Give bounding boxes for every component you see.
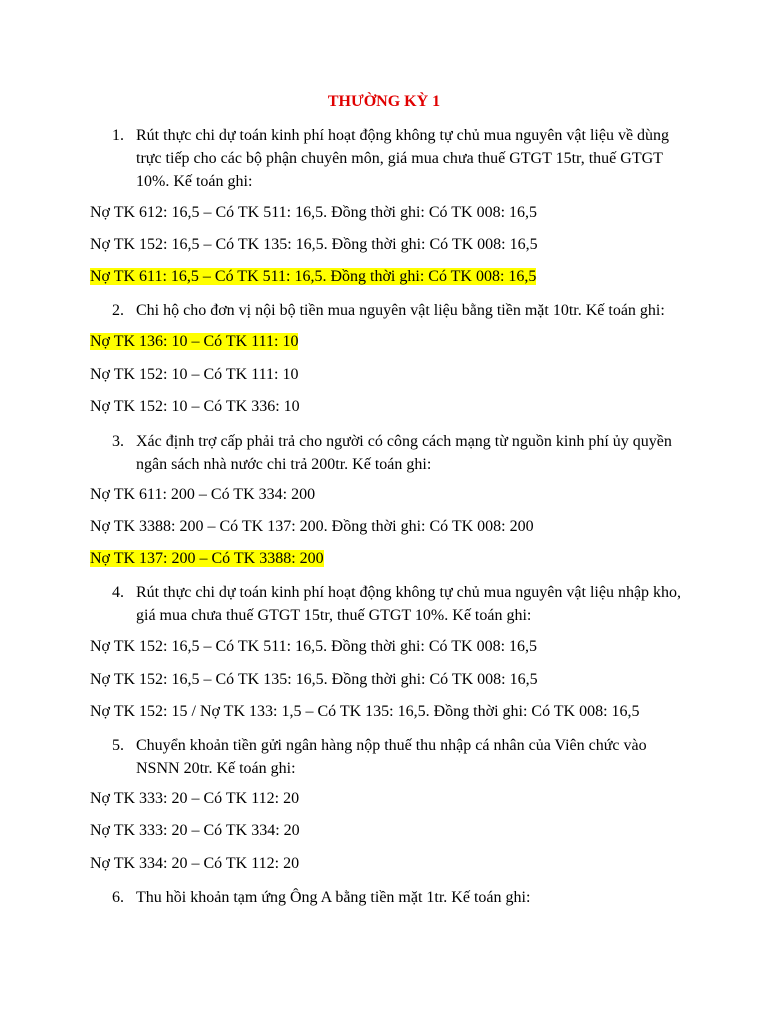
answer-option [90,365,298,385]
answer-text: Nợ TK 137: 200 – Có TK 3388: 200 [90,550,324,567]
question-number: 3. [112,433,124,450]
answer-text: Nợ TK 152: 16,5 – Có TK 511: 16,5. Đồng thời ghi: Có TK 008: 16,5 [90,638,538,655]
answer-option [90,702,640,722]
answer-text: Nợ TK 611: 200 – Có TK 334: 200 [90,486,316,503]
question-2 [112,299,682,322]
page-title: THƯỜNG KỲ 1 [327,93,441,110]
answer-text: Nợ TK 334: 20 – Có TK 112: 20 [90,855,300,872]
answer-option [90,854,299,874]
answer-option [90,397,300,417]
question-1 [112,124,682,193]
answer-text: Nợ TK 152: 10 – Có TK 336: 10 [90,398,300,415]
answer-option [90,637,537,657]
answer-option [90,821,300,841]
answer-option [90,789,299,809]
question-text: Rút thực chi dự toán kinh phí hoạt động không tự chủ mua nguyên vật liệu nhập kho, giá mua chưa thuế GTGT 15tr, thuế GTGT 10%. Kế toán ghi: [136,584,682,624]
question-number: 4. [112,584,124,601]
question-number: 5. [112,737,124,754]
question-4 [112,581,682,627]
question-text: Xác định trợ cấp phải trả cho người có công cách mạng từ nguồn kinh phí ủy quyền ngân sách nhà nước chi trả 200tr. Kế toán ghi: [136,433,672,473]
question-6 [112,886,682,909]
answer-option [90,485,315,505]
answer-text: Nợ TK 612: 16,5 – Có TK 511: 16,5. Đồng thời ghi: Có TK 008: 16,5 [90,204,538,221]
answer-option-highlighted [90,332,298,352]
answer-option-highlighted [90,549,324,569]
answer-text: Nợ TK 333: 20 – Có TK 112: 20 [90,790,300,807]
question-text: Thu hồi khoản tạm ứng Ông A bằng tiền mặt 1tr. Kế toán ghi: [136,889,531,906]
answer-option [90,235,538,255]
question-number: 1. [112,127,124,144]
answer-option [90,670,538,690]
question-text: Rút thực chi dự toán kinh phí hoạt động không tự chủ mua nguyên vật liệu về dùng trực tiếp cho các bộ phận chuyên môn, giá mua chưa thuế GTGT 15tr, thuế GTGT 10%. Kế toán ghi: [136,127,670,190]
question-3 [112,430,682,476]
answer-text: Nợ TK 152: 10 – Có TK 111: 10 [90,366,299,383]
answer-text: Nợ TK 3388: 200 – Có TK 137: 200. Đồng thời ghi: Có TK 008: 200 [90,518,534,535]
answer-text: Nợ TK 611: 16,5 – Có TK 511: 16,5. Đồng thời ghi: Có TK 008: 16,5 [90,268,537,285]
question-number: 2. [112,302,124,319]
question-text: Chi hộ cho đơn vị nội bộ tiền mua nguyên vật liệu bằng tiền mặt 10tr. Kế toán ghi: [136,302,665,319]
question-5 [112,734,682,780]
answer-text: Nợ TK 152: 16,5 – Có TK 135: 16,5. Đồng thời ghi: Có TK 008: 16,5 [90,671,538,688]
question-number: 6. [112,889,124,906]
answer-text: Nợ TK 152: 15 / Nợ TK 133: 1,5 – Có TK 135: 16,5. Đồng thời ghi: Có TK 008: 16,5 [90,703,640,720]
question-text: Chuyển khoản tiền gửi ngân hàng nộp thuế thu nhập cá nhân của Viên chức vào NSNN 20tr. Kế toán ghi: [136,737,647,777]
answer-text: Nợ TK 136: 10 – Có TK 111: 10 [90,333,299,350]
answer-text: Nợ TK 152: 16,5 – Có TK 135: 16,5. Đồng thời ghi: Có TK 008: 16,5 [90,236,538,253]
answer-text: Nợ TK 333: 20 – Có TK 334: 20 [90,822,300,839]
answer-option [90,517,534,537]
answer-option [90,203,537,223]
answer-option-highlighted [90,267,536,287]
